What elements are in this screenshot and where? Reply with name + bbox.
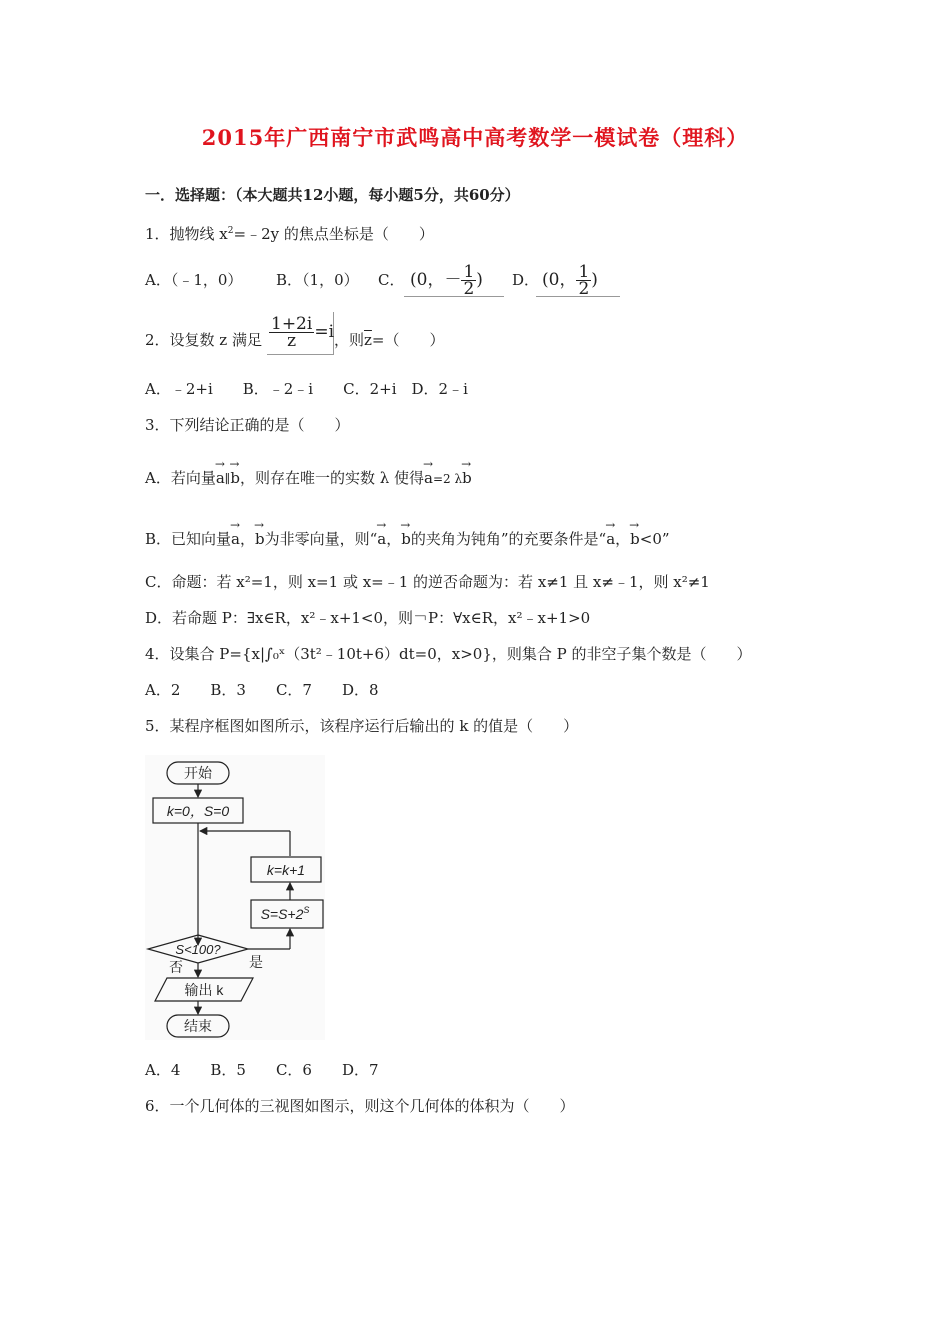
flow-output-text: 输出 k: [184, 982, 224, 998]
question-3-option-b: B．已知向量→ a，→ b为非零向量，则“→ a，→ b的夹角为钝角”的充要条件是“→ a，→ b<0”: [145, 524, 670, 548]
flow-increment-text: k=k+1: [266, 862, 306, 878]
page-title: 2015年广西南宁市武鸣高中高考数学一模试卷（理科）: [201, 125, 749, 150]
question-2-stem-b: ，则$\overline{z}=$（ ）: [334, 331, 445, 349]
question-1-option-c-label: C．: [378, 271, 405, 289]
question-1-option-d-label: D．: [512, 271, 540, 289]
flow-update-text: $S=S+2^S$: [260, 905, 310, 922]
question-1-option-d-formula: (0， $\frac{1}{2}$ ): [536, 258, 620, 297]
question-1-option-c-formula: (0，－ $\frac{1}{2}$ ): [404, 258, 504, 297]
question-5-options: A．4 B．5 C．6 D．7: [145, 1061, 379, 1079]
flow-end-text: 结束: [184, 1018, 212, 1034]
question-2-stem-a: 2．设复数 z 满足: [145, 331, 262, 349]
flow-start-text: 开始: [184, 765, 212, 781]
question-4-options: A．2 B．3 C．7 D．8: [145, 681, 379, 699]
question-1-option-a: A．（﹣1，0）: [145, 271, 243, 289]
question-3-stem: 3．下列结论正确的是（ ）: [145, 416, 350, 434]
flow-yes-label: 是: [249, 954, 263, 970]
flowchart: [145, 755, 325, 1040]
flow-condition-text: S<100?: [175, 942, 221, 957]
question-2-options: A．﹣2+i B．﹣2﹣i C．2+i D．2﹣i: [145, 380, 468, 398]
question-3-option-d: D．若命题 P：∃x∈R，x²﹣x+1<0，则￢P：∀x∈R，x²﹣x+1>0: [145, 609, 591, 627]
question-6-stem: 6．一个几何体的三视图如图示，则这个几何体的体积为（ ）: [145, 1097, 575, 1115]
flow-no-label: 否: [169, 959, 183, 975]
flow-init-text: k=0，S=0: [166, 803, 230, 819]
question-2-formula: $\frac{1+2i}{z}$ =i: [267, 312, 334, 355]
question-4-stem: 4．设集合 P={x|∫₀ˣ（3t²﹣10t+6）dt=0，x>0}，则集合 P 的非空子集个数是（ ）: [145, 645, 752, 663]
question-1-stem: 1．抛物线 $x^2=﹣2y$ 的焦点坐标是（ ）: [145, 225, 434, 243]
question-1-option-b: B．（1，0）: [276, 271, 359, 289]
question-5-stem: 5．某程序框图如图所示，该程序运行后输出的 k 的值是（ ）: [145, 717, 579, 735]
question-3-option-c: C．命题：若 x²=1，则 x=1 或 x=﹣1 的逆否命题为：若 x≠1 且 x≠﹣1，则 x²≠1: [145, 573, 710, 591]
question-3-option-a: A．若向量→ a∥→ b，则存在唯一的实数 λ 使得→ a=2 λ→ b: [145, 463, 472, 488]
section-heading: 一．选择题：（本大题共12小题，每小题5分，共60分）: [145, 186, 520, 204]
